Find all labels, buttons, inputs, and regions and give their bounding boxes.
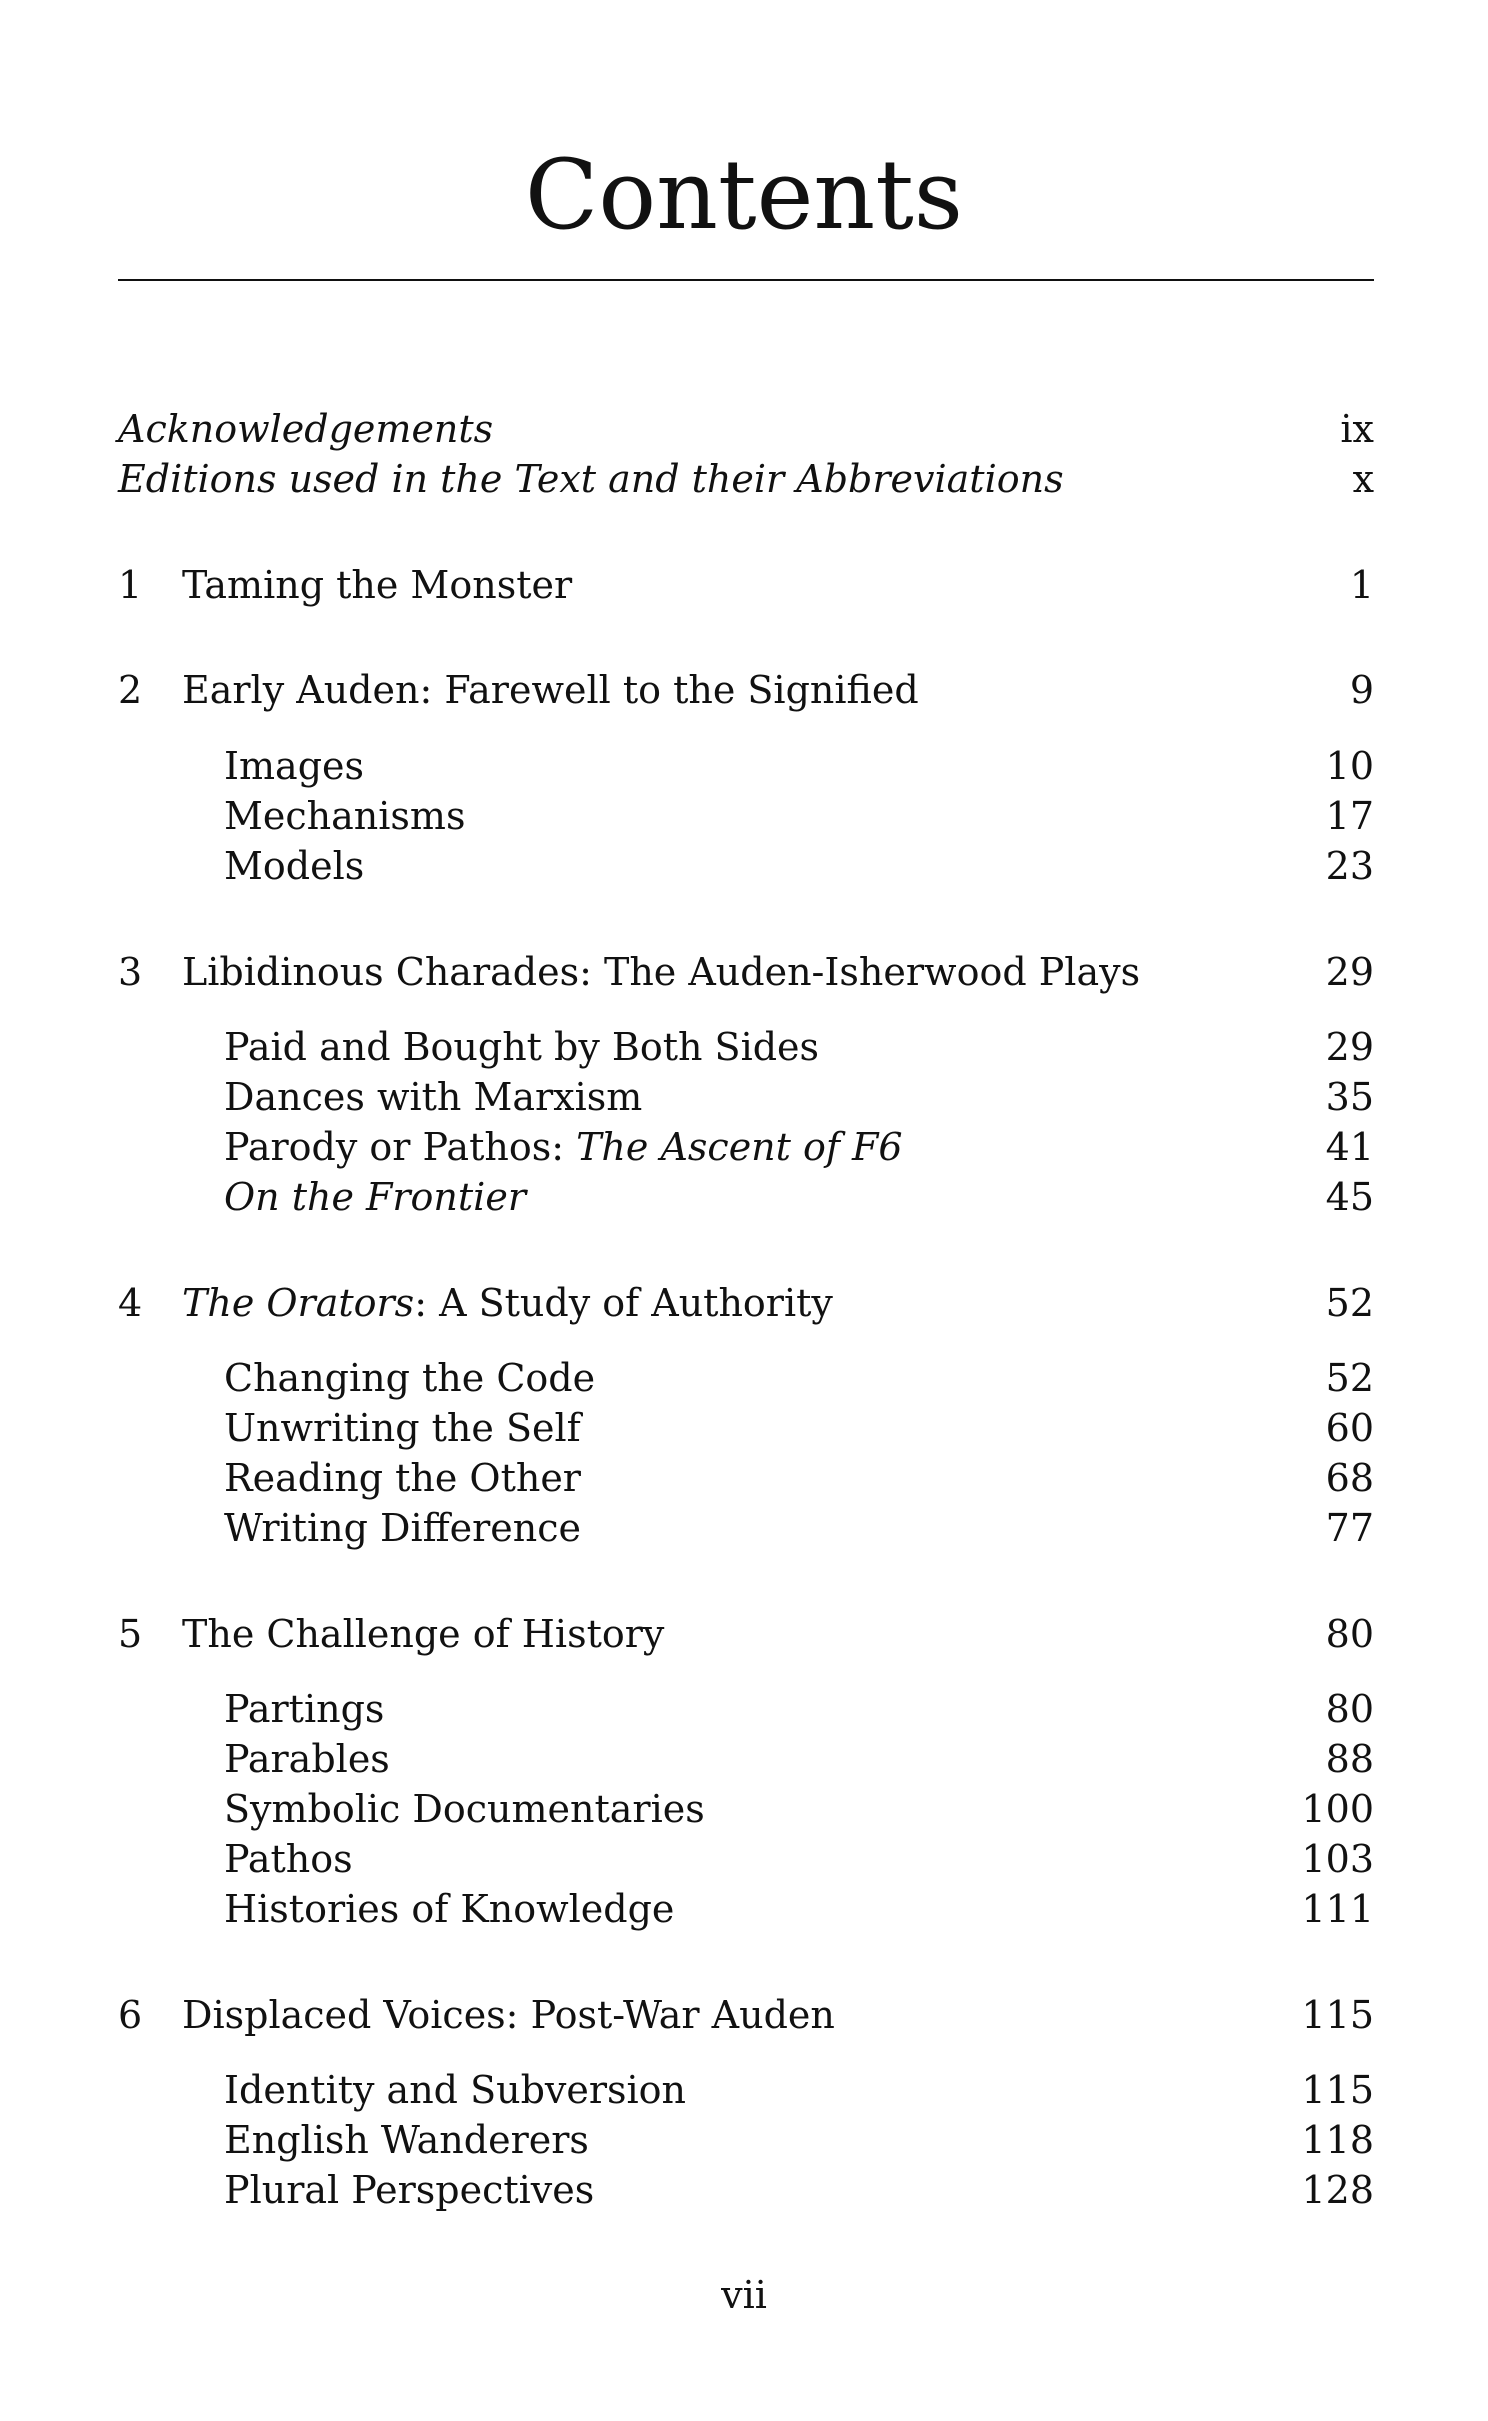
- section-title: [224, 1122, 903, 1172]
- section-title: On the Frontier: [224, 1175, 526, 1219]
- section-title: Symbolic Documentaries: [224, 1787, 705, 1831]
- section-entry[interactable]: [118, 1453, 1374, 1503]
- section-title: Mechanisms: [224, 794, 466, 838]
- section-title: Reading the Other: [224, 1456, 581, 1500]
- section-entry[interactable]: [118, 1503, 1374, 1553]
- section-title: Unwriting the Self: [224, 1406, 581, 1450]
- entry-page-number: 10: [1325, 744, 1374, 788]
- section-title: Identity and Subversion: [224, 2068, 687, 2112]
- entry-page-number: 29: [1325, 1025, 1374, 1069]
- entry-page-number: 111: [1301, 1887, 1374, 1931]
- entry-page-number: x: [1352, 457, 1374, 501]
- entry-page-number: 35: [1325, 1075, 1374, 1119]
- section-entry[interactable]: [118, 1834, 1374, 1884]
- section-title: Paid and Bought by Both Sides: [224, 1025, 820, 1069]
- entry-page-number: 118: [1301, 2118, 1374, 2162]
- entry-label: Acknowledgements: [118, 407, 494, 451]
- chapter-title: Early Auden: Farewell to the Signified: [182, 668, 919, 712]
- section-title: Partings: [224, 1687, 385, 1731]
- entry-label: Editions used in the Text and their Abbreviations: [118, 457, 1064, 501]
- entry-page-number: 68: [1325, 1456, 1374, 1500]
- chapter-title: Displaced Voices: Post-War Auden: [182, 1993, 835, 2037]
- entry-page-number: 29: [1325, 950, 1374, 994]
- section-entry[interactable]: [118, 1122, 1374, 1172]
- section-title: Pathos: [224, 1837, 353, 1881]
- entry-page-number: ix: [1340, 407, 1374, 451]
- section-entry[interactable]: [118, 1784, 1374, 1834]
- section-entry[interactable]: [118, 1884, 1374, 1934]
- chapter-entry-6[interactable]: [118, 1990, 1374, 2040]
- chapter-entry-4[interactable]: [118, 1278, 1374, 1328]
- entry-page-number: 128: [1301, 2168, 1374, 2212]
- page-title: Contents: [524, 139, 964, 251]
- section-title: Changing the Code: [224, 1356, 596, 1400]
- chapter-entry-1[interactable]: [118, 560, 1374, 610]
- chapter-number: 5: [118, 1612, 143, 1656]
- chapter-number: 6: [118, 1993, 143, 2037]
- section-entry[interactable]: [118, 1353, 1374, 1403]
- entry-page-number: 60: [1325, 1406, 1374, 1450]
- chapter-title: [182, 1278, 833, 1328]
- section-entry[interactable]: [118, 2065, 1374, 2115]
- section-entry[interactable]: [118, 1734, 1374, 1784]
- front-matter-entry-editions[interactable]: [118, 454, 1374, 504]
- section-entry[interactable]: [118, 841, 1374, 891]
- entry-page-number: 115: [1301, 2068, 1374, 2112]
- chapter-title: The Challenge of History: [182, 1612, 665, 1656]
- entry-page-number: 1: [1349, 563, 1374, 607]
- section-title: English Wanderers: [224, 2118, 589, 2162]
- section-title: Models: [224, 844, 365, 888]
- chapter-title: Taming the Monster: [182, 563, 573, 607]
- entry-page-number: 88: [1325, 1737, 1374, 1781]
- entry-page-number: 80: [1325, 1612, 1374, 1656]
- section-title: Plural Perspectives: [224, 2168, 595, 2212]
- section-entry[interactable]: [118, 1403, 1374, 1453]
- section-entry[interactable]: [118, 2165, 1374, 2215]
- chapter-number: 3: [118, 950, 143, 994]
- front-matter-entry-acknowledgements[interactable]: [118, 404, 1374, 454]
- section-entry[interactable]: [118, 1022, 1374, 1072]
- entry-page-number: 80: [1325, 1687, 1374, 1731]
- chapter-number: 4: [118, 1281, 143, 1325]
- chapter-title-italic: The Orators: [182, 1281, 415, 1325]
- chapter-number: 1: [118, 563, 143, 607]
- section-title: Writing Difference: [224, 1506, 581, 1550]
- section-title: Histories of Knowledge: [224, 1887, 675, 1931]
- entry-page-number: 115: [1301, 1993, 1374, 2037]
- section-entry[interactable]: [118, 2115, 1374, 2165]
- entry-page-number: 77: [1325, 1506, 1374, 1550]
- page-folio: vii: [721, 2273, 767, 2317]
- chapter-entry-2[interactable]: [118, 665, 1374, 715]
- chapter-entry-5[interactable]: [118, 1609, 1374, 1659]
- chapter-entry-3[interactable]: [118, 947, 1374, 997]
- chapter-title: Libidinous Charades: The Auden-Isherwood Plays: [182, 950, 1141, 994]
- title-rule: [118, 279, 1374, 281]
- section-entry[interactable]: [118, 1684, 1374, 1734]
- chapter-title-suffix: : A Study of Authority: [414, 1281, 833, 1325]
- entry-page-number: 17: [1325, 794, 1374, 838]
- section-entry[interactable]: [118, 791, 1374, 841]
- section-title: Images: [224, 744, 365, 788]
- section-entry[interactable]: [118, 1172, 1374, 1222]
- entry-page-number: 23: [1325, 844, 1374, 888]
- section-title-italic: The Ascent of F6: [576, 1125, 903, 1169]
- entry-page-number: 9: [1349, 668, 1374, 712]
- entry-page-number: 45: [1325, 1175, 1374, 1219]
- section-title: Parables: [224, 1737, 390, 1781]
- section-entry[interactable]: [118, 1072, 1374, 1122]
- section-title-prefix: Parody or Pathos:: [224, 1125, 577, 1169]
- entry-page-number: 52: [1325, 1356, 1374, 1400]
- entry-page-number: 41: [1325, 1125, 1374, 1169]
- entry-page-number: 52: [1325, 1281, 1374, 1325]
- chapter-number: 2: [118, 668, 143, 712]
- section-title: Dances with Marxism: [224, 1075, 643, 1119]
- entry-page-number: 103: [1301, 1837, 1374, 1881]
- entry-page-number: 100: [1301, 1787, 1374, 1831]
- section-entry[interactable]: [118, 741, 1374, 791]
